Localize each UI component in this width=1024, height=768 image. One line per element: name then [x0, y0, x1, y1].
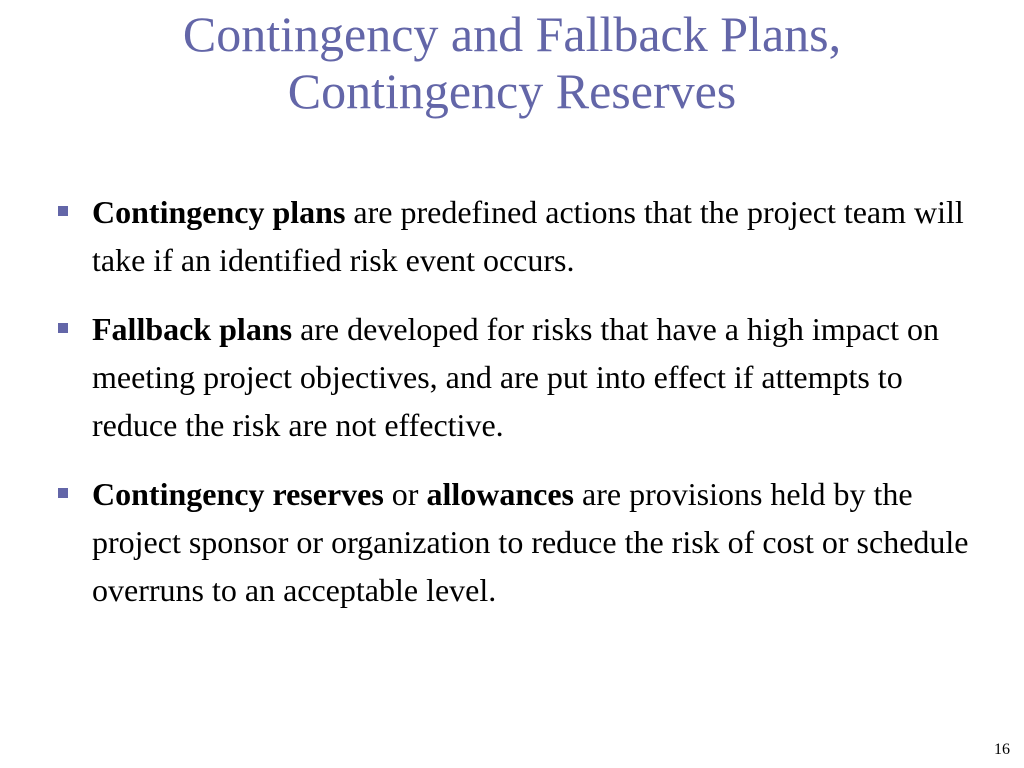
bullet-contingency-reserves — [58, 470, 988, 614]
bullet-list — [58, 188, 988, 635]
bullet-text: are developed for risks that have a high impact on meeting project objectives, and are put into effect if attempts to reduce the risk are not effective. — [92, 311, 939, 443]
bullet-fallback-plans — [58, 305, 988, 449]
slide-title-line-1: Contingency and Fallback Plans, — [182, 6, 842, 62]
slide-title — [0, 6, 1024, 120]
bullet-term: Contingency plans — [92, 194, 346, 230]
bullet-text: are predefined actions that the project team will take if an identified risk event occurs. — [92, 194, 964, 278]
bullet-connector: or — [383, 476, 427, 512]
square-bullet-icon — [58, 323, 68, 333]
bullet-term: Contingency reserves — [92, 476, 384, 512]
bullet-term: Fallback plans — [92, 311, 293, 347]
square-bullet-icon — [58, 488, 68, 498]
slide-title-line-2: Contingency Reserves — [287, 63, 737, 119]
page-number: 16 — [994, 741, 1010, 758]
bullet-contingency-plans — [58, 188, 988, 284]
bullet-text: are provisions held by the project sponsor or organization to reduce the risk of cost or schedule overruns to an acceptable level. — [92, 476, 969, 608]
bullet-term-secondary: allowances — [426, 476, 574, 512]
square-bullet-icon — [58, 206, 68, 216]
